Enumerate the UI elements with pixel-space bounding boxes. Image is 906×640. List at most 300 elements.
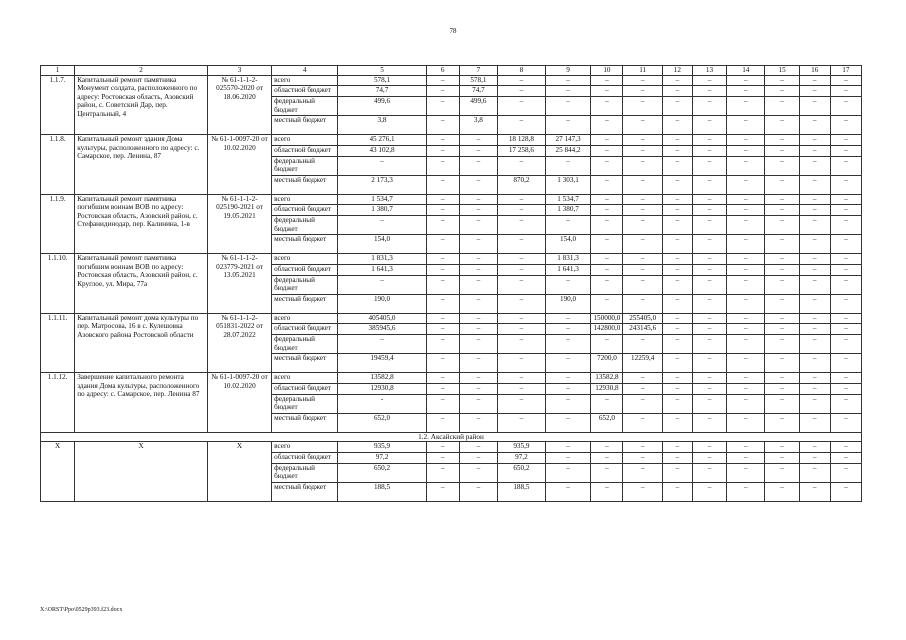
amount-cell: – xyxy=(727,97,765,116)
amount-cell: – xyxy=(765,313,799,324)
funding-source: федеральный бюджет xyxy=(272,275,338,294)
amount-cell: 154,0 xyxy=(545,235,591,254)
amount-cell: – xyxy=(765,413,799,432)
amount-cell: – xyxy=(799,216,830,235)
amount-cell: – xyxy=(426,452,459,463)
amount-cell: – xyxy=(765,86,799,97)
amount-cell: 190,0 xyxy=(545,294,591,313)
amount-cell: – xyxy=(426,275,459,294)
amount-cell: – xyxy=(623,275,662,294)
amount-cell: – xyxy=(765,394,799,413)
amount-cell: 1 641,3 xyxy=(338,264,426,275)
object-description: Капитальный ремонт дома культуры по пер. Матросова, 16 в с. Кулешовка Азовского района Ростовской области xyxy=(75,313,208,373)
amount-cell: – xyxy=(545,354,591,373)
amount-cell: – xyxy=(338,275,426,294)
amount-cell: 652,0 xyxy=(591,413,623,432)
amount-cell: – xyxy=(799,86,830,97)
amount-cell: – xyxy=(692,442,726,453)
amount-cell: – xyxy=(765,145,799,156)
amount-cell: 243145,6 xyxy=(623,324,662,335)
amount-cell: – xyxy=(545,482,591,501)
table-row xyxy=(41,313,862,324)
amount-cell: – xyxy=(799,175,830,194)
amount-cell: – xyxy=(830,442,861,453)
amount-cell: – xyxy=(459,394,497,413)
row-number: X xyxy=(41,442,75,502)
funding-source: всего xyxy=(272,194,338,205)
amount-cell: 150000,0 xyxy=(591,313,623,324)
amount-cell: – xyxy=(765,235,799,254)
amount-cell: – xyxy=(426,97,459,116)
amount-cell: – xyxy=(727,354,765,373)
amount-cell: – xyxy=(623,482,662,501)
amount-cell: 25 844,2 xyxy=(545,145,591,156)
amount-cell: – xyxy=(692,383,726,394)
funding-source: местный бюджет xyxy=(272,175,338,194)
amount-cell: – xyxy=(545,313,591,324)
amount-cell: – xyxy=(692,235,726,254)
amount-cell: – xyxy=(591,75,623,86)
amount-cell: 12930,8 xyxy=(338,383,426,394)
expertise-document: № 61-1-1-2-025190-2021 от 19.05.2021 xyxy=(207,194,271,254)
amount-cell: – xyxy=(727,373,765,384)
amount-cell: – xyxy=(459,194,497,205)
column-header: 4 xyxy=(272,66,338,76)
amount-cell: – xyxy=(426,135,459,146)
funding-source: всего xyxy=(272,254,338,265)
funding-source: местный бюджет xyxy=(272,413,338,432)
amount-cell: – xyxy=(545,383,591,394)
amount-cell: – xyxy=(765,97,799,116)
funding-source: местный бюджет xyxy=(272,116,338,135)
amount-cell: – xyxy=(426,205,459,216)
amount-cell: – xyxy=(662,373,692,384)
amount-cell: – xyxy=(765,116,799,135)
amount-cell: – xyxy=(727,482,765,501)
amount-cell: – xyxy=(692,116,726,135)
amount-cell: – xyxy=(662,413,692,432)
amount-cell: 74,7 xyxy=(459,86,497,97)
amount-cell: – xyxy=(727,135,765,146)
amount-cell: – xyxy=(799,373,830,384)
amount-cell: – xyxy=(692,313,726,324)
amount-cell: – xyxy=(545,275,591,294)
amount-cell: – xyxy=(545,216,591,235)
amount-cell: – xyxy=(799,275,830,294)
column-header: 6 xyxy=(426,66,459,76)
table-row xyxy=(41,194,862,205)
amount-cell: – xyxy=(727,216,765,235)
amount-cell: – xyxy=(623,394,662,413)
row-number: 1.1.11. xyxy=(41,313,75,373)
amount-cell: – xyxy=(498,156,546,175)
file-path-footer: X:\ORST\Ppo\0529p393.f23.docx xyxy=(40,607,123,613)
funding-source: всего xyxy=(272,75,338,86)
row-number: 1.1.9. xyxy=(41,194,75,254)
amount-cell: – xyxy=(799,97,830,116)
amount-cell: – xyxy=(591,254,623,265)
amount-cell: 45 276,1 xyxy=(338,135,426,146)
amount-cell: – xyxy=(662,463,692,482)
amount-cell: – xyxy=(623,254,662,265)
amount-cell: – xyxy=(498,383,546,394)
amount-cell: – xyxy=(623,335,662,354)
column-header: 1 xyxy=(41,66,75,76)
amount-cell: – xyxy=(799,235,830,254)
amount-cell: 27 147,3 xyxy=(545,135,591,146)
amount-cell: 7200,0 xyxy=(591,354,623,373)
amount-cell: – xyxy=(662,394,692,413)
amount-cell: – xyxy=(459,452,497,463)
amount-cell: – xyxy=(662,335,692,354)
amount-cell: – xyxy=(727,383,765,394)
budget-table xyxy=(40,65,862,502)
amount-cell: – xyxy=(623,383,662,394)
amount-cell: – xyxy=(426,156,459,175)
object-description: Капитальный ремонт памятника погибшим воинам ВОВ по адресу: Ростовская область, Азовский район, с. Стефанидинодар, пер. Калинина, 1-в xyxy=(75,194,208,254)
expertise-document: X xyxy=(207,442,271,502)
amount-cell: – xyxy=(623,294,662,313)
funding-source: областной бюджет xyxy=(272,264,338,275)
amount-cell: 1 380,7 xyxy=(545,205,591,216)
amount-cell: – xyxy=(623,145,662,156)
column-header: 15 xyxy=(765,66,799,76)
amount-cell: – xyxy=(426,145,459,156)
amount-cell: – xyxy=(545,75,591,86)
amount-cell: 188,5 xyxy=(338,482,426,501)
funding-source: областной бюджет xyxy=(272,145,338,156)
amount-cell: – xyxy=(765,373,799,384)
amount-cell: – xyxy=(623,75,662,86)
amount-cell: – xyxy=(591,205,623,216)
row-number: 1.1.12. xyxy=(41,373,75,433)
amount-cell: – xyxy=(765,463,799,482)
amount-cell: – xyxy=(765,275,799,294)
amount-cell: – xyxy=(799,135,830,146)
funding-source: областной бюджет xyxy=(272,383,338,394)
amount-cell: – xyxy=(498,394,546,413)
amount-cell: – xyxy=(426,194,459,205)
amount-cell: – xyxy=(426,216,459,235)
amount-cell: – xyxy=(591,156,623,175)
amount-cell: – xyxy=(830,116,861,135)
amount-cell: – xyxy=(830,205,861,216)
amount-cell: 870,2 xyxy=(498,175,546,194)
amount-cell: – xyxy=(765,175,799,194)
amount-cell: – xyxy=(591,194,623,205)
amount-cell: – xyxy=(426,383,459,394)
amount-cell: – xyxy=(692,156,726,175)
amount-cell: – xyxy=(623,413,662,432)
amount-cell: – xyxy=(591,275,623,294)
amount-cell: – xyxy=(692,452,726,463)
amount-cell: – xyxy=(545,442,591,453)
amount-cell: – xyxy=(799,354,830,373)
amount-cell: – xyxy=(459,482,497,501)
amount-cell: – xyxy=(426,254,459,265)
amount-cell: – xyxy=(623,86,662,97)
funding-source: областной бюджет xyxy=(272,205,338,216)
amount-cell: – xyxy=(426,235,459,254)
amount-cell: – xyxy=(459,156,497,175)
amount-cell: 12259,4 xyxy=(623,354,662,373)
column-header: 13 xyxy=(692,66,726,76)
amount-cell: – xyxy=(498,275,546,294)
amount-cell: – xyxy=(426,413,459,432)
amount-cell: – xyxy=(727,175,765,194)
amount-cell: – xyxy=(727,75,765,86)
amount-cell: – xyxy=(830,145,861,156)
amount-cell: – xyxy=(426,264,459,275)
amount-cell: – xyxy=(623,373,662,384)
amount-cell: 74,7 xyxy=(338,86,426,97)
amount-cell: – xyxy=(765,216,799,235)
amount-cell: 13582,8 xyxy=(591,373,623,384)
amount-cell: 142800,0 xyxy=(591,324,623,335)
amount-cell: 499,6 xyxy=(338,97,426,116)
amount-cell: – xyxy=(426,354,459,373)
amount-cell: – xyxy=(662,97,692,116)
amount-cell: 405405,0 xyxy=(338,313,426,324)
amount-cell: – xyxy=(459,205,497,216)
amount-cell: – xyxy=(591,235,623,254)
amount-cell: – xyxy=(727,442,765,453)
amount-cell: – xyxy=(765,324,799,335)
amount-cell: – xyxy=(692,194,726,205)
amount-cell: – xyxy=(498,413,546,432)
amount-cell: – xyxy=(692,97,726,116)
amount-cell: – xyxy=(591,135,623,146)
amount-cell: – xyxy=(459,135,497,146)
amount-cell: 12930,8 xyxy=(591,383,623,394)
amount-cell: – xyxy=(830,235,861,254)
amount-cell: 578,1 xyxy=(338,75,426,86)
amount-cell: – xyxy=(662,313,692,324)
amount-cell: – xyxy=(727,413,765,432)
amount-cell: – xyxy=(727,145,765,156)
amount-cell: – xyxy=(662,216,692,235)
amount-cell: – xyxy=(498,75,546,86)
amount-cell: – xyxy=(765,335,799,354)
amount-cell: – xyxy=(426,175,459,194)
amount-cell: – xyxy=(765,194,799,205)
amount-cell: – xyxy=(662,175,692,194)
expertise-document: № 61-1-1-2-023779-2021 от 13.05.2021 xyxy=(207,254,271,314)
object-description: Капитальный ремонт памятника Монумент солдата, расположенного по адресу: Ростовская область, Азовский район, с. Советский Дар, пер. Центральный, 4 xyxy=(75,75,208,135)
amount-cell: – xyxy=(765,254,799,265)
amount-cell: – xyxy=(662,116,692,135)
amount-cell: – xyxy=(662,264,692,275)
section-row xyxy=(41,432,862,442)
amount-cell: – xyxy=(426,294,459,313)
amount-cell: – xyxy=(765,205,799,216)
amount-cell: – xyxy=(830,216,861,235)
object-description: Капитальный ремонт здания Дома культуры, расположенного по адресу: с. Самарское, пер. Ленина, 87 xyxy=(75,135,208,195)
amount-cell: – xyxy=(692,394,726,413)
expertise-document: № 61-1-1-2-025570-2020 от 18.06.2020 xyxy=(207,75,271,135)
amount-cell: – xyxy=(459,413,497,432)
amount-cell: – xyxy=(662,205,692,216)
amount-cell: – xyxy=(830,452,861,463)
amount-cell: – xyxy=(591,116,623,135)
amount-cell: - xyxy=(338,394,426,413)
amount-cell: – xyxy=(459,354,497,373)
table-body xyxy=(41,66,862,502)
amount-cell: – xyxy=(799,463,830,482)
amount-cell: – xyxy=(830,354,861,373)
column-header: 17 xyxy=(830,66,861,76)
funding-source: областной бюджет xyxy=(272,86,338,97)
amount-cell: – xyxy=(591,264,623,275)
amount-cell: – xyxy=(662,275,692,294)
amount-cell: – xyxy=(662,324,692,335)
amount-cell: – xyxy=(498,264,546,275)
amount-cell: – xyxy=(799,413,830,432)
amount-cell: 652,0 xyxy=(338,413,426,432)
amount-cell: – xyxy=(692,145,726,156)
table-row xyxy=(41,373,862,384)
amount-cell: – xyxy=(459,235,497,254)
amount-cell: – xyxy=(692,175,726,194)
amount-cell: 190,0 xyxy=(338,294,426,313)
amount-cell: – xyxy=(498,354,546,373)
object-description: Завершение капитального ремонта здания Дома культуры, расположенного по адресу: с. Самарское, пер. Ленина 87 xyxy=(75,373,208,433)
amount-cell: – xyxy=(426,394,459,413)
row-number: 1.1.8. xyxy=(41,135,75,195)
amount-cell: – xyxy=(727,394,765,413)
amount-cell: – xyxy=(830,97,861,116)
amount-cell: – xyxy=(727,452,765,463)
amount-cell: 650,2 xyxy=(498,463,546,482)
amount-cell: 43 102,8 xyxy=(338,145,426,156)
amount-cell: – xyxy=(591,175,623,194)
funding-source: всего xyxy=(272,135,338,146)
amount-cell: – xyxy=(545,373,591,384)
amount-cell: – xyxy=(498,235,546,254)
amount-cell: – xyxy=(692,482,726,501)
amount-cell: 97,2 xyxy=(338,452,426,463)
amount-cell: – xyxy=(830,463,861,482)
amount-cell: – xyxy=(545,452,591,463)
amount-cell: – xyxy=(591,97,623,116)
amount-cell: – xyxy=(498,194,546,205)
amount-cell: – xyxy=(765,156,799,175)
amount-cell: – xyxy=(662,145,692,156)
amount-cell: – xyxy=(830,383,861,394)
amount-cell: – xyxy=(498,254,546,265)
amount-cell: – xyxy=(692,335,726,354)
amount-cell: – xyxy=(799,482,830,501)
amount-cell: – xyxy=(459,383,497,394)
amount-cell: – xyxy=(459,264,497,275)
amount-cell: – xyxy=(727,324,765,335)
amount-cell: 2 173,3 xyxy=(338,175,426,194)
amount-cell: – xyxy=(459,324,497,335)
amount-cell: 935,9 xyxy=(498,442,546,453)
amount-cell: 97,2 xyxy=(498,452,546,463)
amount-cell: 1 380,7 xyxy=(338,205,426,216)
amount-cell: – xyxy=(830,156,861,175)
amount-cell: – xyxy=(591,452,623,463)
amount-cell: – xyxy=(591,216,623,235)
amount-cell: – xyxy=(426,373,459,384)
amount-cell: – xyxy=(662,482,692,501)
amount-cell: – xyxy=(623,216,662,235)
column-header: 11 xyxy=(623,66,662,76)
amount-cell: – xyxy=(692,463,726,482)
amount-cell: – xyxy=(727,194,765,205)
amount-cell: – xyxy=(692,354,726,373)
column-header: 8 xyxy=(498,66,546,76)
amount-cell: – xyxy=(765,383,799,394)
section-title: 1.2. Аксайский район xyxy=(41,432,862,442)
amount-cell: – xyxy=(765,294,799,313)
amount-cell: – xyxy=(459,463,497,482)
funding-source: федеральный бюджет xyxy=(272,216,338,235)
table-row xyxy=(41,442,862,453)
amount-cell: 17 258,6 xyxy=(498,145,546,156)
amount-cell: 1 831,3 xyxy=(338,254,426,265)
amount-cell: – xyxy=(338,156,426,175)
amount-cell: – xyxy=(799,75,830,86)
amount-cell: – xyxy=(692,275,726,294)
amount-cell: – xyxy=(830,86,861,97)
amount-cell: – xyxy=(545,156,591,175)
amount-cell: – xyxy=(426,463,459,482)
amount-cell: – xyxy=(623,194,662,205)
table-row xyxy=(41,135,862,146)
amount-cell: 154,0 xyxy=(338,235,426,254)
amount-cell: – xyxy=(830,394,861,413)
amount-cell: – xyxy=(623,442,662,453)
amount-cell: 578,1 xyxy=(459,75,497,86)
amount-cell: – xyxy=(830,313,861,324)
amount-cell: 1 534,7 xyxy=(338,194,426,205)
amount-cell: – xyxy=(692,373,726,384)
amount-cell: – xyxy=(498,216,546,235)
amount-cell: – xyxy=(799,383,830,394)
amount-cell: – xyxy=(830,324,861,335)
column-header: 3 xyxy=(207,66,271,76)
funding-source: всего xyxy=(272,373,338,384)
amount-cell: – xyxy=(799,324,830,335)
amount-cell: 385945,6 xyxy=(338,324,426,335)
amount-cell: – xyxy=(799,116,830,135)
amount-cell: – xyxy=(662,383,692,394)
amount-cell: – xyxy=(459,335,497,354)
expertise-document: № 61-1-0097-20 от 10.02.2020 xyxy=(207,135,271,195)
amount-cell: – xyxy=(498,86,546,97)
amount-cell: – xyxy=(545,413,591,432)
amount-cell: – xyxy=(623,175,662,194)
amount-cell: – xyxy=(623,205,662,216)
amount-cell: 18 128,8 xyxy=(498,135,546,146)
amount-cell: – xyxy=(591,394,623,413)
amount-cell: – xyxy=(799,452,830,463)
amount-cell: – xyxy=(692,324,726,335)
amount-cell: – xyxy=(727,335,765,354)
funding-source: местный бюджет xyxy=(272,482,338,501)
funding-source: федеральный бюджет xyxy=(272,394,338,413)
amount-cell: – xyxy=(727,254,765,265)
amount-cell: – xyxy=(727,463,765,482)
amount-cell: – xyxy=(498,335,546,354)
amount-cell: – xyxy=(727,116,765,135)
amount-cell: – xyxy=(545,97,591,116)
amount-cell: – xyxy=(662,75,692,86)
amount-cell: – xyxy=(799,156,830,175)
amount-cell: – xyxy=(662,354,692,373)
